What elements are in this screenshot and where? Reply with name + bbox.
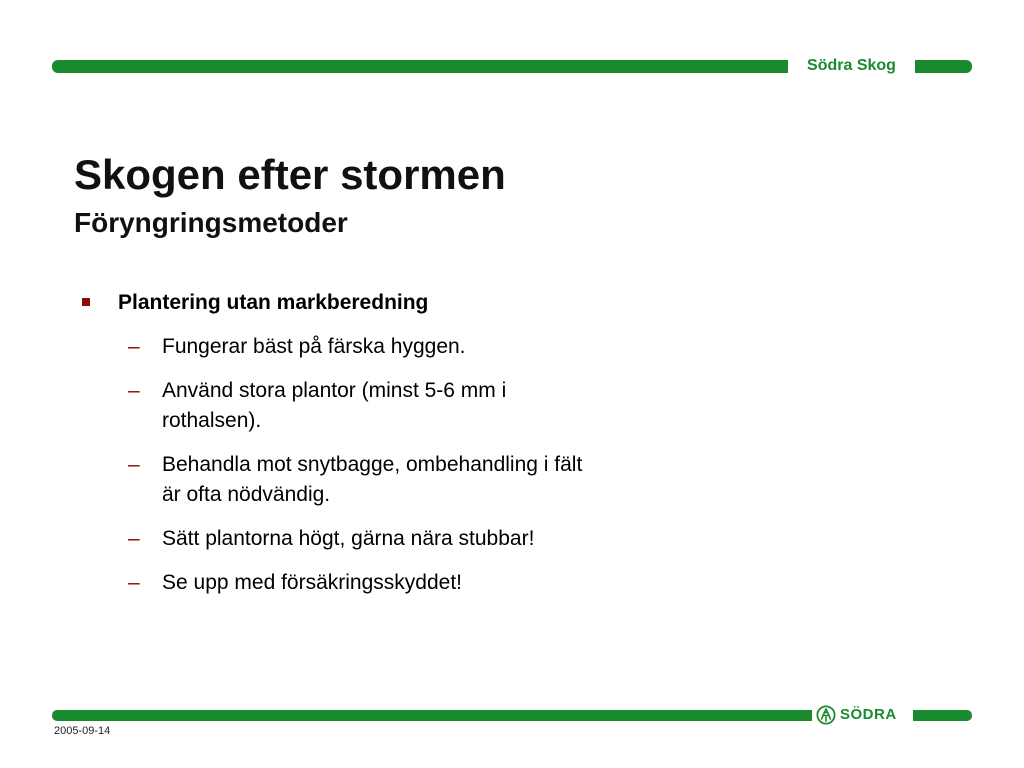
sub-bullet-item	[80, 524, 602, 554]
sub-bullet-text: Se upp med försäkringsskyddet!	[162, 571, 462, 594]
footer-bar-left	[52, 710, 812, 721]
main-bullet-item	[80, 288, 620, 320]
footer-bar-right	[913, 710, 972, 721]
header-bar-right	[915, 60, 972, 73]
footer-date: 2005-09-14	[54, 725, 111, 737]
sub-bullet-text: Sätt plantorna högt, gärna nära stubbar!	[162, 527, 535, 550]
sub-bullet-list	[80, 332, 620, 598]
dash-bullet-icon: –	[128, 527, 140, 550]
sub-bullet-item	[80, 568, 602, 598]
square-bullet-icon	[82, 298, 90, 306]
bullet-list	[80, 288, 620, 612]
dash-bullet-icon: –	[128, 335, 140, 358]
sub-bullet-text: Använd stora plantor (minst 5-6 mm i rothalsen).	[162, 379, 507, 432]
slide-title: Skogen efter stormen	[74, 151, 506, 198]
dash-bullet-icon: –	[128, 571, 140, 594]
sodra-tree-logo-icon	[816, 705, 836, 725]
main-bullet-text: Plantering utan markberedning	[118, 291, 429, 314]
sub-bullet-text: Fungerar bäst på färska hyggen.	[162, 335, 466, 358]
logo-text: SÖDRA	[840, 706, 897, 723]
sodra-logo	[816, 704, 908, 726]
dash-bullet-icon: –	[128, 379, 140, 402]
header-brand-label: Södra Skog	[807, 57, 896, 74]
dash-bullet-icon: –	[128, 453, 140, 476]
slide-subtitle: Föryngringsmetoder	[74, 207, 348, 238]
sub-bullet-item	[80, 332, 602, 362]
sub-bullet-text: Behandla mot snytbagge, ombehandling i fält är ofta nödvändig.	[162, 453, 583, 506]
sub-bullet-item	[80, 376, 602, 436]
header-bar-left	[52, 60, 788, 73]
sub-bullet-item	[80, 450, 602, 510]
